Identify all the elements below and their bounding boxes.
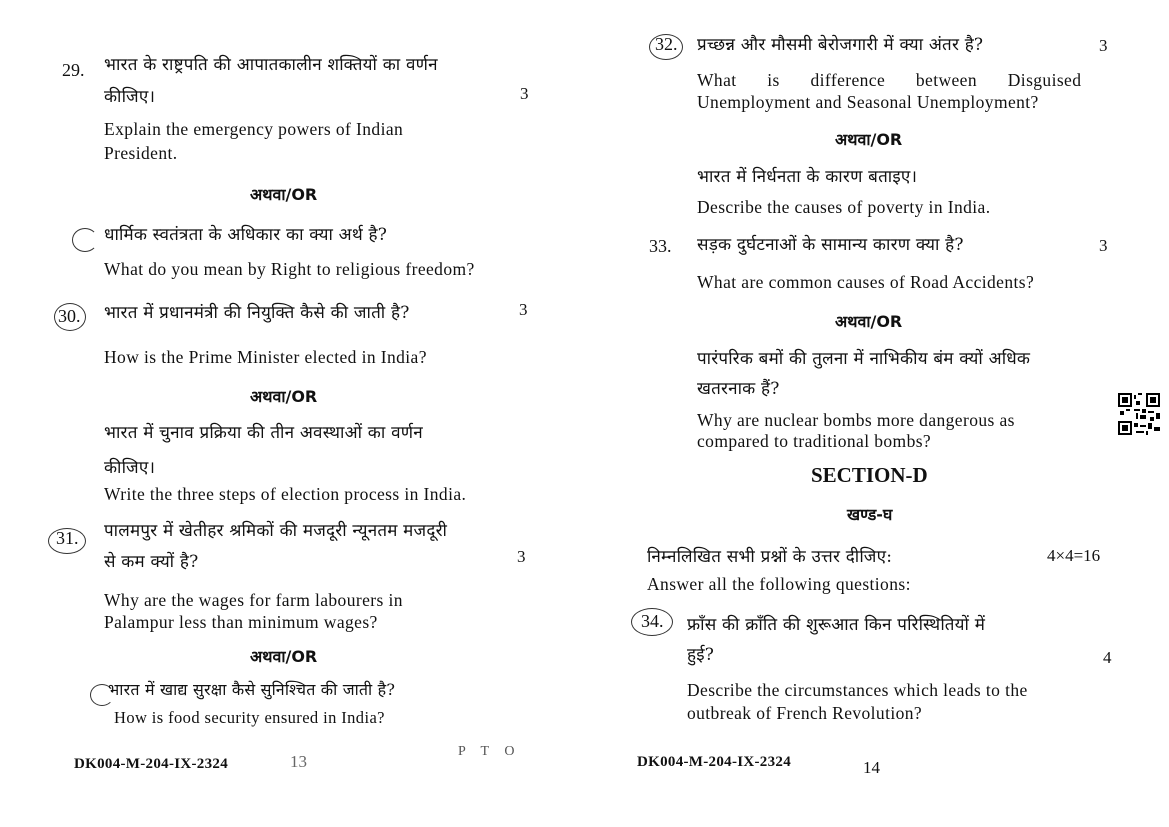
q31-alt-english: How is food security ensured in India? — [114, 708, 385, 727]
q31-hindi-line2: से कम क्यों है? — [104, 552, 199, 572]
q30-alt-english: Write the three steps of election process in India. — [104, 484, 467, 504]
q30-marks: 3 — [519, 300, 528, 319]
q30-or-label: अथवा/OR — [250, 387, 318, 406]
q31-or-label: अथवा/OR — [250, 647, 318, 666]
q34-marks: 4 — [1103, 648, 1112, 667]
left-footer-code: DK004-M-204-IX-2324 — [74, 756, 229, 772]
q32-marks: 3 — [1099, 36, 1108, 55]
q30-number: 30. — [58, 306, 81, 326]
q29-hindi-line1: भारत के राष्ट्रपति की आपातकालीन शक्तियों का वर्णन — [104, 55, 438, 75]
q32-or-label: अथवा/OR — [835, 130, 903, 149]
q29-english-line2: President. — [104, 143, 178, 163]
right-page — [585, 0, 1169, 827]
section-title: SECTION-D — [811, 463, 928, 487]
q32-alt-hindi: भारत में निर्धनता के कारण बताइए। — [697, 167, 918, 187]
right-page-number: 14 — [863, 758, 880, 777]
q33-or-label: अथवा/OR — [835, 312, 903, 331]
q32-hindi: प्रच्छन्न और मौसमी बेरोजगारी में क्या अंतर है? — [697, 35, 984, 55]
qr-code-icon — [1118, 393, 1160, 435]
q31-english-line1: Why are the wages for farm labourers in — [104, 590, 403, 610]
q31-number: 31. — [56, 528, 79, 548]
instruction-hindi: निम्नलिखित सभी प्रश्नों के उत्तर दीजिए: — [647, 547, 893, 567]
section-hindi-title: खण्ड-घ — [847, 505, 893, 524]
q33-alt-english-line1: Why are nuclear bombs more dangerous as — [697, 410, 1015, 430]
q31-alt-hindi: भारत में खाद्य सुरक्षा कैसे सुनिश्चित की जाती है? — [108, 680, 396, 699]
instruction-english: Answer all the following questions: — [647, 574, 911, 594]
q29-alt-english: What do you mean by Right to religious freedom? — [104, 259, 475, 279]
left-page-number: 13 — [290, 752, 307, 771]
handwritten-circle-mark — [72, 228, 98, 252]
q31-marks: 3 — [517, 547, 526, 566]
q34-hindi-line1: फ्राँस की क्राँति की शुरूआत किन परिस्थितियों में — [687, 615, 986, 635]
q33-hindi: सड़क दुर्घटनाओं के सामान्य कारण क्या है? — [697, 235, 964, 255]
q33-alt-english-line2: compared to traditional bombs? — [697, 431, 932, 451]
q29-hindi-line2: कीजिए। — [104, 87, 156, 107]
q32-english-line1: What is difference between Disguised — [697, 70, 1082, 90]
q32-english-line2: Unemployment and Seasonal Unemployment? — [697, 92, 1039, 112]
q34-english-line2: outbreak of French Revolution? — [687, 703, 923, 723]
pto-mark: P T O — [458, 744, 521, 759]
q29-number: 29. — [62, 60, 85, 80]
instruction-marks: 4×4=16 — [1047, 546, 1101, 565]
q31-english-line2: Palampur less than minimum wages? — [104, 612, 378, 632]
q33-alt-hindi-line1: पारंपरिक बमों की तुलना में नाभिकीय बंम क्यों अधिक — [697, 349, 1031, 369]
right-footer-code: DK004-M-204-IX-2324 — [637, 754, 792, 770]
q29-english-line1: Explain the emergency powers of Indian — [104, 119, 404, 139]
q33-alt-hindi-line2: खतरनाक हैं? — [697, 379, 780, 399]
q30-alt-hindi-line2: कीजिए। — [104, 458, 156, 478]
q34-english-line1: Describe the circumstances which leads to the — [687, 680, 1028, 700]
q30-english: How is the Prime Minister elected in India? — [104, 347, 427, 367]
q29-or-label: अथवा/OR — [250, 185, 318, 204]
q30-hindi: भारत में प्रधानमंत्री की नियुक्ति कैसे की जाती है? — [104, 303, 410, 323]
q31-hindi-line1: पालमपुर में खेतीहर श्रमिकों की मजदूरी न्यूनतम मजदूरी — [104, 521, 448, 541]
q30-alt-hindi-line1: भारत में चुनाव प्रक्रिया की तीन अवस्थाओं का वर्णन — [104, 423, 423, 443]
q32-alt-english: Describe the causes of poverty in India. — [697, 197, 991, 217]
q29-alt-hindi: धार्मिक स्वतंत्रता के अधिकार का क्या अर्थ है? — [104, 225, 388, 245]
q33-english: What are common causes of Road Accidents? — [697, 272, 1035, 292]
q33-marks: 3 — [1099, 236, 1108, 255]
q34-hindi-line2: हुई? — [687, 645, 715, 665]
q29-marks: 3 — [520, 84, 529, 103]
q32-number: 32. — [655, 34, 678, 54]
q33-number: 33. — [649, 236, 672, 256]
q34-number: 34. — [641, 611, 664, 631]
